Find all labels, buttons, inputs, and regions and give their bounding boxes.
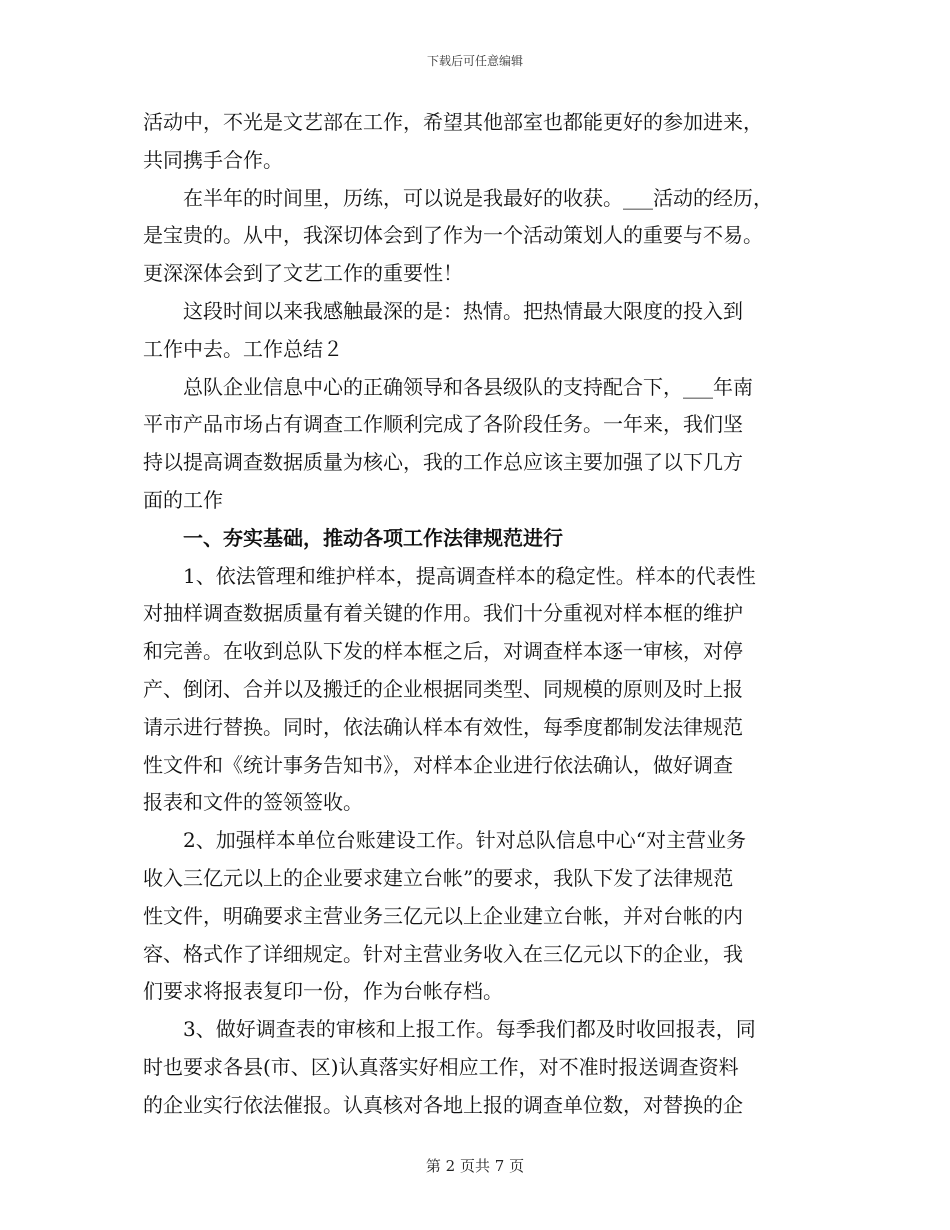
text-line: 3、做好调查表的审核和上报工作。每季我们都及时收回报表，同 [183, 1017, 756, 1042]
text-line: 平市产品市场占有调查工作顺利完成了各阶段任务。一年来，我们坚 [143, 412, 743, 437]
text-line: 产、倒闭、合并以及搬迁的企业根据同类型、同规模的原则及时上报 [143, 676, 743, 701]
text-line: 容、格式作了详细规定。针对主营业务收入在三亿元以下的企业，我 [143, 941, 743, 966]
text-line: 共同携手合作。 [143, 147, 283, 172]
text-line: 时也要求各县(市、区)认真落实好相应工作，对不准时报送调查资料 [143, 1054, 739, 1079]
text-line: 总队企业信息中心的正确领导和各县级队的支持配合下，___年南 [183, 374, 753, 399]
text-line: 面的工作 [143, 487, 223, 512]
text-line: 2、加强样本单位台账建设工作。针对总队信息中心“对主营业务 [183, 828, 746, 853]
text-line: 收入三亿元以上的企业要求建立台帐”的要求，我队下发了法律规范 [143, 865, 734, 890]
text-line: 和完善。在收到总队下发的样本框之后，对调查样本逐一审核，对停 [143, 639, 743, 664]
text-line: 性文件，明确要求主营业务三亿元以上企业建立台帐，并对台帐的内 [143, 903, 743, 928]
document-body [143, 104, 823, 1125]
text-line: 请示进行替换。同时，依法确认样本有效性，每季度都制发法律规范 [143, 714, 743, 739]
text-line: 对抽样调查数据质量有着关键的作用。我们十分重视对样本框的维护 [143, 601, 743, 626]
text-line: 工作中去。工作总结２ [143, 336, 343, 361]
text-line: 持以提高调查数据质量为核心，我的工作总应该主要加强了以下几方 [143, 450, 743, 475]
text-line: 的企业实行依法催报。认真核对各地上报的调查单位数，对替换的企 [143, 1092, 743, 1117]
text-line: 是宝贵的。从中，我深切体会到了作为一个活动策划人的重要与不易。 [143, 223, 763, 248]
section-heading: 一、夯实基础，推动各项工作法律规范进行 [183, 525, 563, 550]
text-line: 活动中，不光是文艺部在工作，希望其他部室也都能更好的参加进来， [143, 110, 763, 134]
page-footer: 第 2 页共 7 页 [425, 1157, 525, 1175]
text-line: 性文件和《统计事务告知书》，对样本企业进行依法确认，做好调查 [143, 752, 733, 777]
text-line: 1、依法管理和维护样本，提高调查样本的稳定性。样本的代表性 [183, 563, 756, 588]
text-line: 们要求将报表复印一份，作为台帐存档。 [143, 979, 503, 1004]
text-line: 这段时间以来我感触最深的是：热情。把热情最大限度的投入到 [183, 298, 743, 323]
text-line: 报表和文件的签领签收。 [143, 790, 363, 815]
page-header: 下载后可任意编辑 [426, 54, 523, 68]
text-line: 更深深体会到了文艺工作的重要性！ [143, 261, 463, 286]
text-line: 在半年的时间里，历练，可以说是我最好的收获。___活动的经历， [183, 185, 773, 210]
